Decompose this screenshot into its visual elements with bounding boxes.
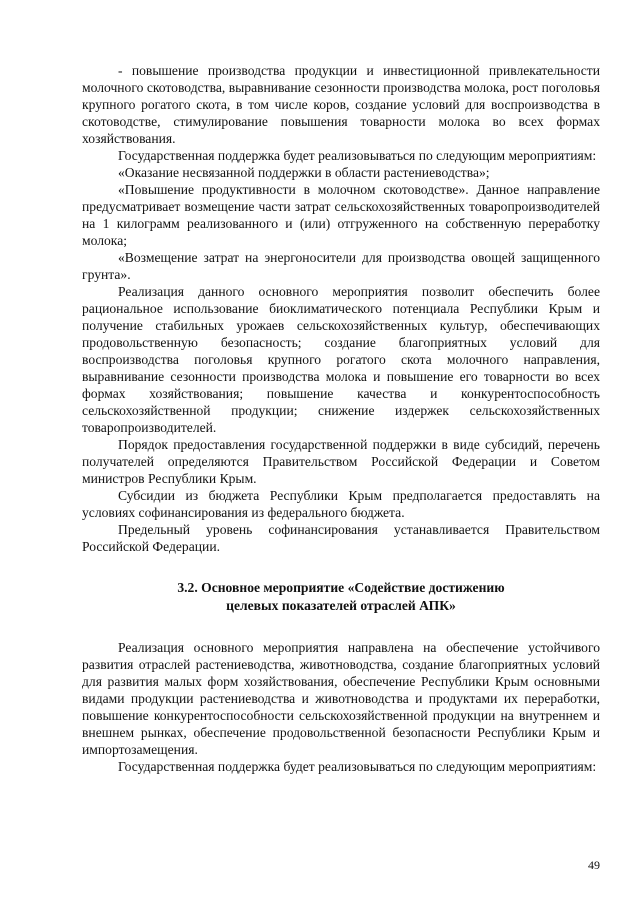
paragraph: Реализация основного мероприятия направлена на обеспечение устойчивого развития отраслей растениеводства, животноводства, создание благоприятных условий для развития малых форм хозяйствования, обеспечение Республики Крым основными видами продукции растениеводства и животноводства и продуктами их переработки, повышение конкурентоспособности сельскохозяйственной продукции на внутреннем и внешнем рынках, обеспечение продовольственной безопасности Республики Крым и импортозамещения. — [82, 640, 600, 757]
page-number: 49 — [588, 858, 600, 872]
paragraph: Субсидии из бюджета Республики Крым предполагается предоставлять на условиях софинансирования из федерального бюджета. — [82, 488, 600, 520]
document-page — [82, 62, 600, 775]
paragraph: «Возмещение затрат на энергоносители для производства овощей защищенного грунта». — [82, 250, 600, 282]
section-heading-line: целевых показателей отраслей АПК» — [226, 598, 456, 613]
paragraph: - повышение производства продукции и инвестиционной привлекательности молочного скотоводства, выравнивание сезонности производства молока, рост поголовья крупного рогатого скота, в том числе коров, создание условий для воспроизводства в скотоводстве, стимулирование повышения товарности молока во всех формах хозяйствования. — [82, 63, 600, 146]
paragraph: «Оказание несвязанной поддержки в области растениеводства»; — [118, 165, 490, 180]
section-heading — [82, 579, 600, 615]
paragraph: Предельный уровень софинансирования устанавливается Правительством Российской Федерации. — [82, 522, 600, 554]
section-heading-line: 3.2. Основное мероприятие «Содействие достижению — [177, 580, 505, 595]
paragraph: Государственная поддержка будет реализовываться по следующим мероприятиям: — [118, 759, 597, 774]
paragraph: Порядок предоставления государственной поддержки в виде субсидий, перечень получателей определяются Правительством Российской Федерации и Советом министров Республики Крым. — [82, 437, 600, 486]
paragraph: Реализация данного основного мероприятия позволит обеспечить более рациональное использование биоклиматического потенциала Республики Крым и получение стабильных урожаев сельскохозяйственных культур, обеспечивающих продовольственную безопасность; создание благоприятных условий для воспроизводства поголовья крупного рогатого скота молочного направления, выравнивание сезонности производства молока и повышение его товарности во всех формах хозяйствования; повышение качества и конкурентоспособность сельскохозяйственной продукции; снижение издержек сельскохозяйственных товаропроизводителей. — [82, 284, 600, 435]
paragraph: Государственная поддержка будет реализовываться по следующим мероприятиям: — [118, 148, 597, 163]
paragraph: «Повышение продуктивности в молочном скотоводстве». Данное направление предусматривает возмещение части затрат сельскохозяйственных товаропроизводителей на 1 килограмм реализованного и (или) отгруженного на собственную переработку молока; — [82, 182, 600, 248]
